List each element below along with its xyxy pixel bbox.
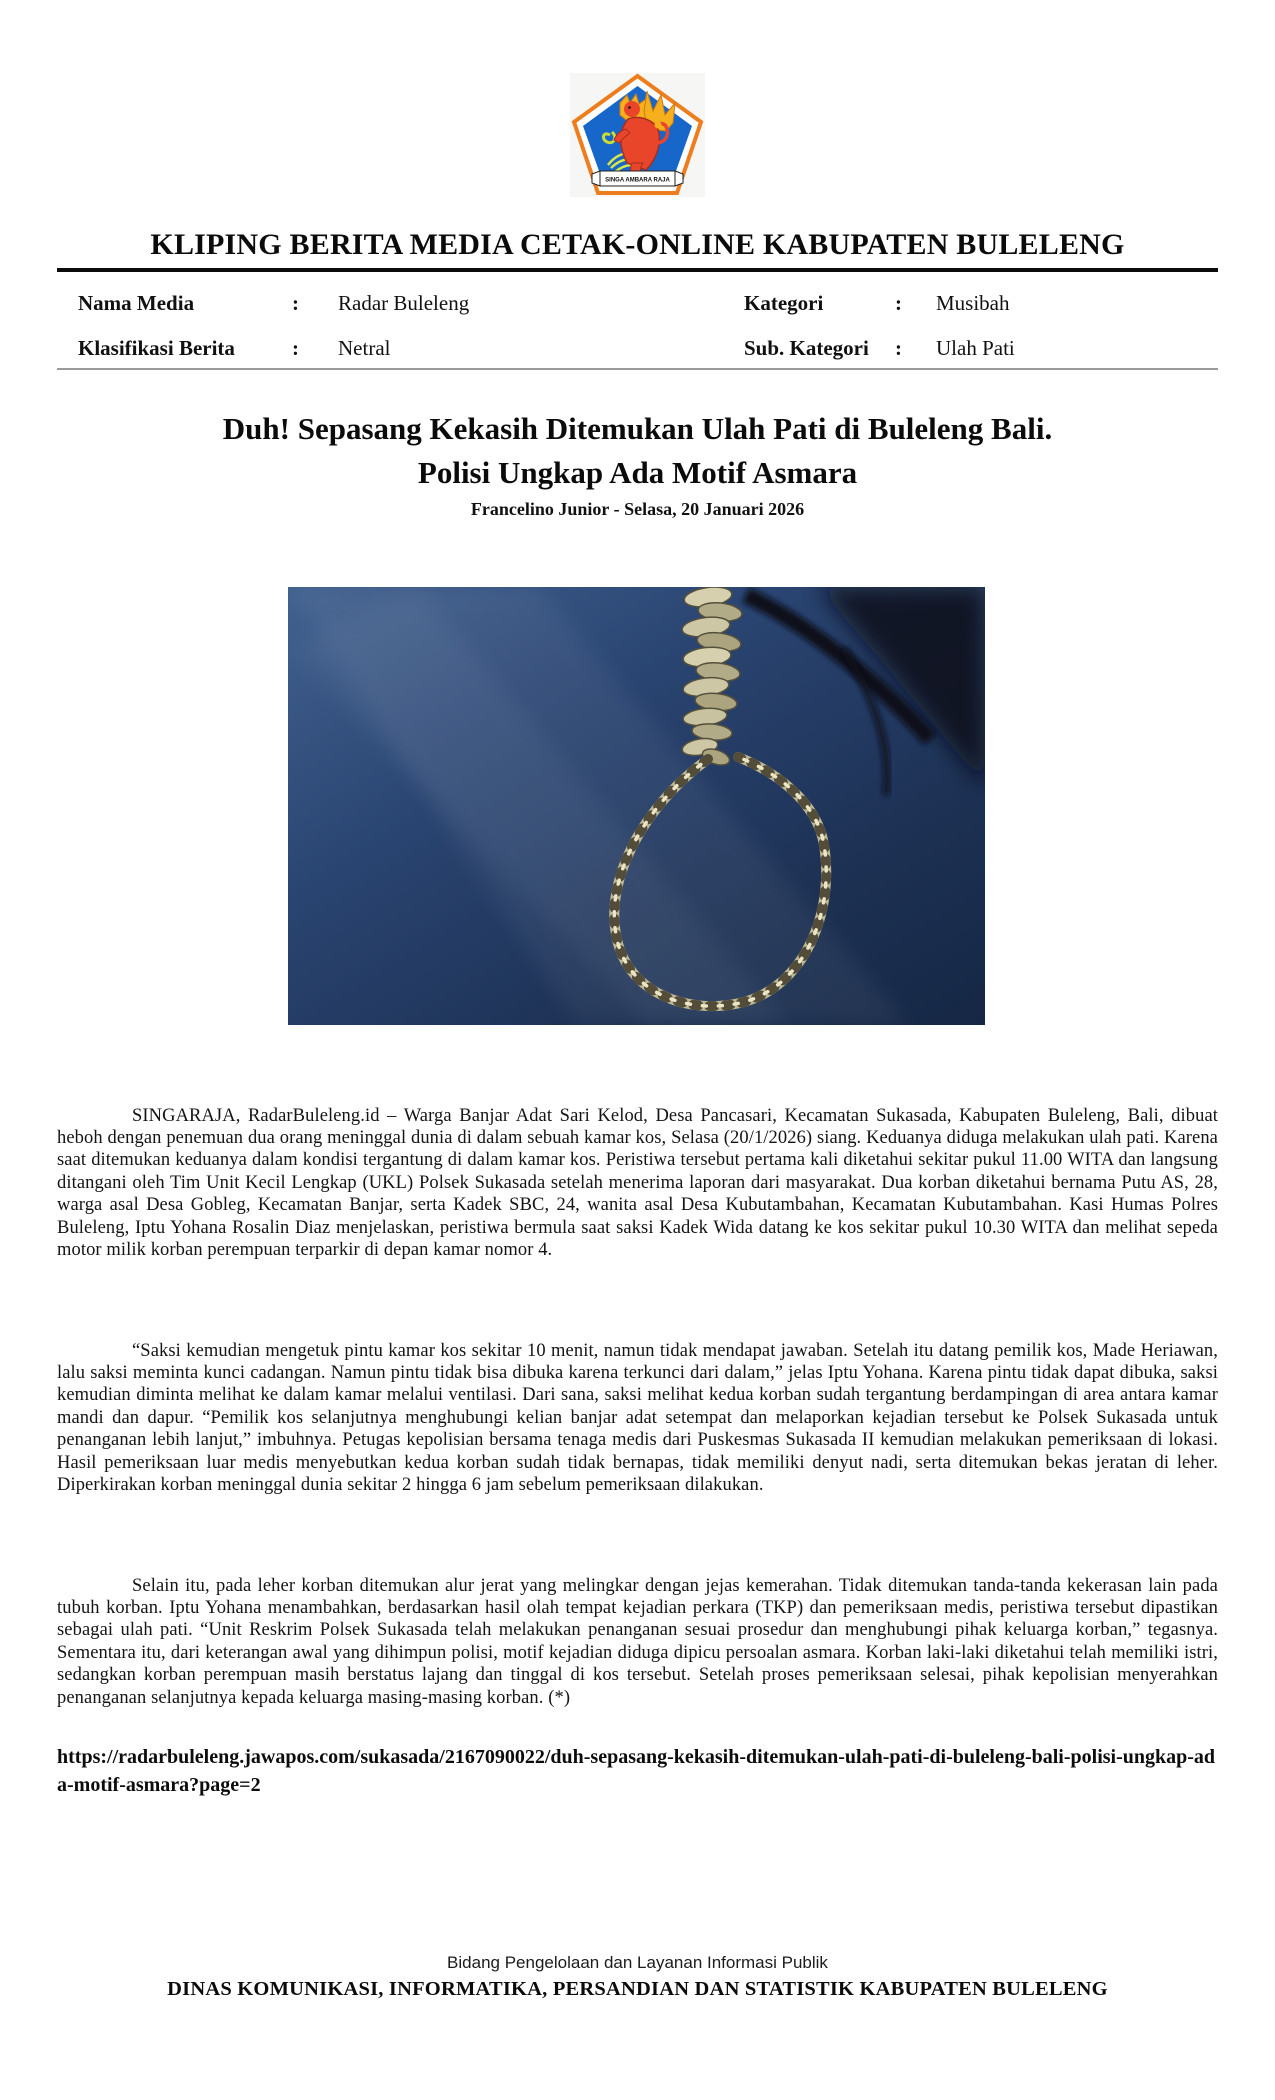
seal-svg [570,73,705,197]
colon-separator: : [895,291,902,315]
kategori-label: Kategori [744,291,824,315]
sub-kategori-value: Ulah Pati [936,336,1015,360]
article-photo-noose [288,587,985,1025]
article-title-line1: Duh! Sepasang Kekasih Ditemukan Ulah Pati di Buleleng Bali. [222,411,1053,446]
metadata-row-1 [57,281,1218,326]
source-url-link[interactable]: https://radarbuleleng.jawapos.com/sukasada/2167090022/duh-sepasang-kekasih-ditemukan-ulah-pati-di-buleleng-bali-polisi-ungkap-ada-motif-asmara?page=2 [57,1746,1216,1796]
metadata-row-2 [57,326,1218,371]
metadata-table [57,281,1218,371]
article-header [0,407,1275,520]
footer-division-name: Bidang Pengelolaan dan Layanan Informasi Publik [447,1953,828,1972]
document-footer [0,1953,1275,2001]
article-paragraph-1: SINGARAJA, RadarBuleleng.id – Warga Banjar Adat Sari Kelod, Desa Pancasari, Kecamatan Sukasada, Kabupaten Buleleng, Bali, dibuat heboh dengan penemuan dua orang meninggal dunia di dalam sebuah kamar kos, Selasa (20/1/2026) siang. Keduanya diduga melakukan ulah pati. Karena saat ditemukan keduanya dalam kondisi tergantung di dalam kamar kos. Peristiwa tersebut pertama kali diketahui sekitar pukul 11.00 WITA dan langsung ditangani oleh Tim Unit Kecil Lengkap (UKL) Polsek Sukasada setelah menerima laporan dari masyarakat. Dua korban diketahui bernama Putu AS, 28, warga asal Desa Gobleg, Kecamatan Banjar, serta Kadek SBC, 24, wanita asal Desa Kubutambahan, Kecamatan Kubutambahan. Kasi Humas Polres Buleleng, Iptu Yohana Rosalin Diaz menjelaskan, peristiwa bermula saat saksi Kadek Wida datang ke kos sekitar pukul 10.30 WITA dan melihat sepeda motor milik korban perempuan terparkir di depan kamar nomor 4. [57,1105,1218,1260]
nama-media-label: Nama Media [78,291,195,315]
seal-banner-text: SINGA AMBARA RAJA [605,177,670,184]
header-rule-thin [57,368,1218,370]
article-paragraph-3: Selain itu, pada leher korban ditemukan alur jerat yang melingkar dengan jejas kemerahan. Tidak ditemukan tanda-tanda kekerasan lain pada tubuh korban. Iptu Yohana menambahkan, berdasarkan hasil olah tempat kejadian perkara (TKP) dan pemeriksaan medis, peristiwa tersebut dipastikan sebagai ulah pati. “Unit Reskrim Polsek Sukasada telah melakukan penanganan sesuai prosedur dan menghubungi pihak keluarga korban,” tegasnya. Sementara itu, dari keterangan awal yang dihimpun polisi, motif kejadian diduga dipicu persoalan asmara. Korban laki-laki diketahui telah memiliki istri, sedangkan korban perempuan masih berstatus lajang dan tinggal di kos tersebut. Setelah proses pemeriksaan selesai, pihak kepolisian menyerahkan penanganan selanjutnya kepada keluarga masing-masing korban. (*) [57,1575,1218,1708]
article-byline: Francelino Junior - Selasa, 20 Januari 2026 [470,499,805,519]
buleleng-regency-seal-icon [570,73,705,197]
colon-separator: : [292,291,299,315]
colon-separator: : [292,336,299,360]
footer-agency-name: DINAS KOMUNIKASI, INFORMATIKA, PERSANDIAN DAN STATISTIK KABUPATEN BULELENG [167,1978,1108,2000]
noose-photo-svg [288,587,985,1025]
klasifikasi-berita-label: Klasifikasi Berita [78,336,235,360]
kliping-header-title: KLIPING BERITA MEDIA CETAK-ONLINE KABUPATEN BULELENG [150,228,1125,261]
header-rule-thick [57,268,1218,272]
article-title-line2: Polisi Ungkap Ada Motif Asmara [417,455,858,490]
nama-media-value: Radar Buleleng [338,291,470,315]
sub-kategori-label: Sub. Kategori [744,336,869,360]
article-paragraph-2: “Saksi kemudian mengetuk pintu kamar kos sekitar 10 menit, namun tidak mendapat jawaban. Setelah itu datang pemilik kos, Made Heriawan, lalu saksi meminta kunci cadangan. Namun pintu tidak bisa dibuka karena terkunci dari dalam,” jelas Iptu Yohana. Karena pintu tidak dapat dibuka, saksi kemudian diminta melihat ke dalam kamar melalui ventilasi. Dari sana, saksi melihat kedua korban sudah tergantung berdampingan di area antara kamar mandi dan dapur. “Pemilik kos selanjutnya menghubungi kelian banjar adat setempat dan melaporkan kejadian tersebut ke Polsek Sukasada untuk penanganan lebih lanjut,” imbuhnya. Petugas kepolisian bersama tenaga medis dari Puskesmas Sukasada II kemudian melakukan pemeriksaan di lokasi. Hasil pemeriksaan luar medis menyebutkan kedua korban sudah tidak bernapas, tidak memiliki denyut nadi, serta ditemukan bekas jeratan di leher. Diperkirakan korban meninggal dunia sekitar 2 hingga 6 jam sebelum pemeriksaan dilakukan. [57,1340,1218,1495]
colon-separator: : [895,336,902,360]
klasifikasi-berita-value: Netral [338,336,391,360]
kategori-value: Musibah [936,291,1010,315]
